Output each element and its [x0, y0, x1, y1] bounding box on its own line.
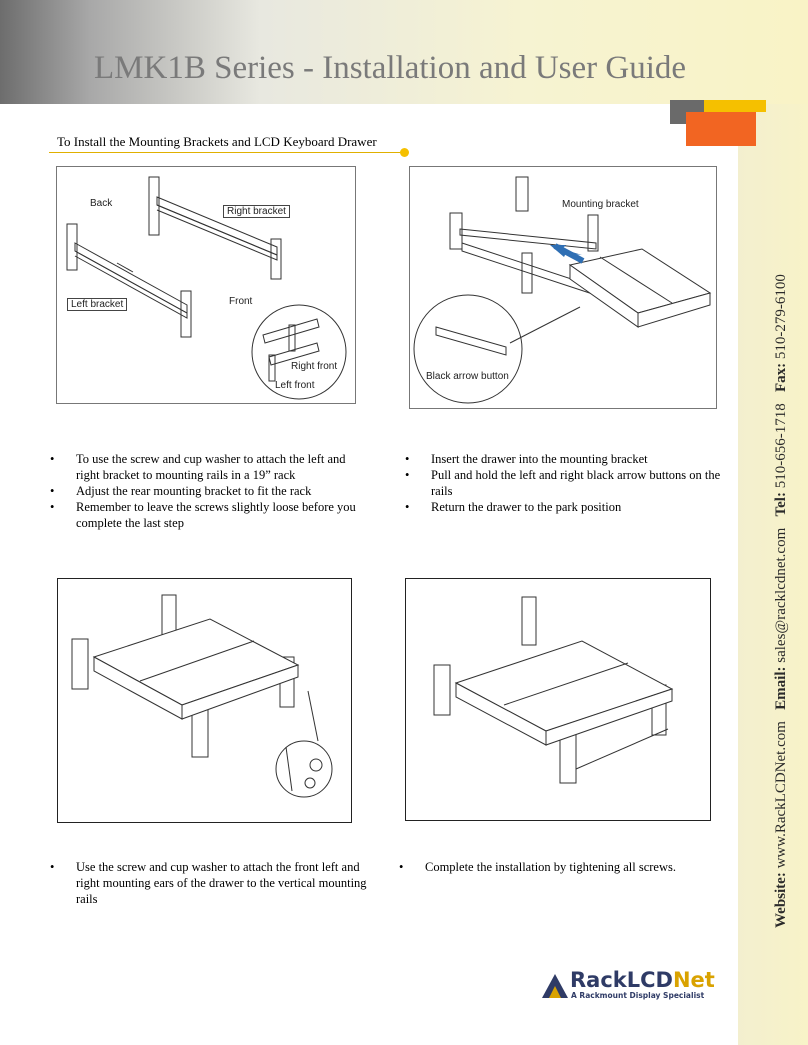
list-item: • Adjust the rear mounting bracket to fit the rack [50, 483, 368, 499]
racklcdnet-logo [540, 968, 716, 1002]
page-title: LMK1B Series - Installation and User Guide [94, 50, 687, 86]
heading-underline [49, 152, 405, 153]
label-right-front: Right front [291, 361, 338, 372]
logo-name [570, 968, 715, 992]
tel-value: 510-656-1718 [773, 403, 789, 489]
label-back: Back [90, 198, 113, 209]
heading-dot [400, 148, 409, 157]
section-heading: To Install the Mounting Brackets and LCD Keyboard Drawer [57, 134, 377, 149]
step2-list [405, 451, 727, 515]
fax-value: 510-279-6100 [773, 274, 789, 360]
list-item: • Insert the drawer into the mounting bracket [405, 451, 727, 467]
label-front: Front [229, 296, 253, 307]
fax-label: Fax: [773, 362, 789, 393]
list-item: • To use the screw and cup washer to attach the left and right bracket to mounting rails in a 19” rack [50, 451, 368, 483]
logo-tagline: A Rackmount Display Specialist [571, 991, 705, 1000]
label-black-arrow-button: Black arrow button [426, 371, 509, 382]
logo-mark-icon [540, 968, 570, 1002]
website-value[interactable]: www.RackLCDNet.com [773, 721, 789, 869]
deco-yellow-block [704, 100, 766, 112]
step4-list [399, 859, 721, 875]
list-item: • Return the drawer to the park position [405, 499, 727, 515]
contact-info [773, 228, 797, 928]
list-item: • Pull and hold the left and right black arrow buttons on the rails [405, 467, 727, 499]
label-right-bracket: Right bracket [223, 205, 290, 218]
email-label: Email: [773, 666, 789, 710]
figure-insert-drawer [409, 166, 717, 409]
figure-attach-ears-drawing [58, 579, 352, 823]
list-item: • Remember to leave the screws slightly loose before you complete the last step [50, 499, 368, 531]
email-value[interactable]: sales@racklcdnet.com [773, 527, 789, 663]
step3-list [50, 859, 368, 907]
list-item: • Complete the installation by tightening all screws. [399, 859, 721, 875]
figure-tighten-screws-drawing [406, 579, 711, 821]
label-left-bracket: Left bracket [67, 298, 127, 311]
website-label: Website: [773, 872, 789, 928]
figure-attach-ears [57, 578, 352, 823]
list-item: • Use the screw and cup washer to attach the front left and right mounting ears of the drawer to the vertical mounting rails [50, 859, 368, 907]
figure-brackets [56, 166, 356, 404]
label-left-front: Left front [275, 380, 315, 391]
label-mounting-bracket: Mounting bracket [562, 199, 639, 210]
logo-name-accent: Net [672, 968, 715, 992]
deco-orange-block [686, 112, 756, 146]
logo-name-main: RackLCD [570, 968, 673, 992]
step1-list [50, 451, 368, 531]
figure-tighten-screws [405, 578, 711, 821]
tel-label: Tel: [773, 492, 789, 517]
